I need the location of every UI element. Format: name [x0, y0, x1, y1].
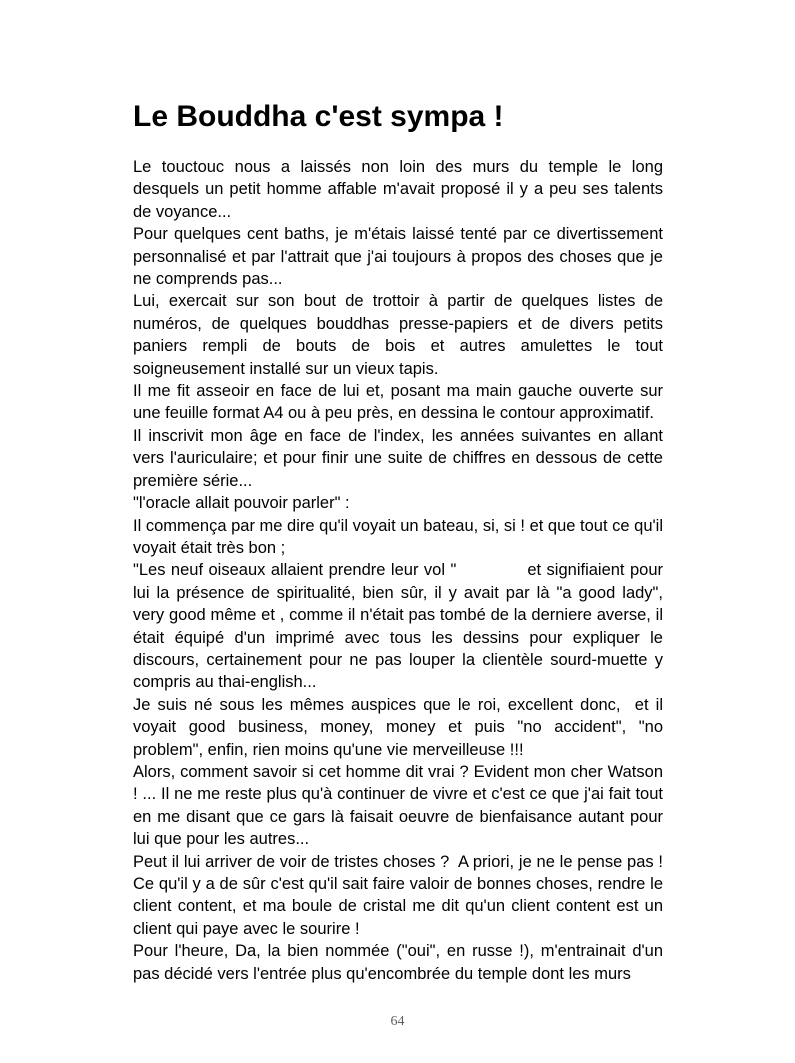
- paragraph: Il me fit asseoir en face de lui et, posant ma main gauche ouverte sur une feuille format A4 ou à peu près, en dessina le contour approximatif.: [133, 382, 663, 423]
- document-body: [133, 156, 663, 985]
- paragraph: Pour quelques cent baths, je m'étais laissé tenté par ce divertissement personnalisé et par l'attrait que j'ai toujours à propos des choses que je ne comprends pas...: [133, 225, 663, 289]
- paragraph: "l'oracle allait pouvoir parler" :: [133, 494, 350, 513]
- page-number: 64: [390, 1014, 405, 1029]
- paragraph: Lui, exercait sur son bout de trottoir à partir de quelques listes de numéros, de quelques bouddhas presse-papiers et de divers petits paniers rempli de bouts de bois et autres amulettes le tout soigneusement installé sur un vieux tapis.: [133, 292, 663, 378]
- paragraph: "Les neuf oiseaux allaient prendre leur vol " et signifiaient pour lui la présence de spiritualité, bien sûr, il y avait par là "a good lady", very good même et , comme il n'était pas tombé de la derniere averse, il était équipé d'un imprimé avec tous les dessins pour expliquer le discours, certainement pour ne pas louper la clientèle sourd-muette y compris au thai-english...: [133, 561, 663, 692]
- paragraph: Peut il lui arriver de voir de tristes choses ? A priori, je ne le pense pas ! Ce qu'il y a de sûr c'est qu'il sait faire valoir de bonnes choses, rendre le client content, et ma boule de cristal me dit qu'un client content est un client qui paye avec le sourire !: [133, 852, 663, 938]
- paragraph: Alors, comment savoir si cet homme dit vrai ? Evident mon cher Watson ! ... Il ne me reste plus qu'à continuer de vivre et c'est ce que j'ai fait tout en me disant que ce gars là faisait oeuvre de bienfaisance autant pour lui que pour les autres...: [133, 762, 663, 849]
- paragraph: Pour l'heure, Da, la bien nommée ("oui", en russe !), m'entrainait d'un pas décidé vers l'entrée plus qu'encombrée du temple dont les murs: [133, 942, 663, 983]
- paragraph: Je suis né sous les mêmes auspices que le roi, excellent donc, et il voyait good business, money, money et puis "no accident", "no problem", enfin, rien moins qu'une vie merveilleuse !!!: [133, 695, 663, 759]
- page-title: Le Bouddha c'est sympa !: [133, 100, 504, 133]
- paragraph: Le touctouc nous a laissés non loin des murs du temple le long desquels un petit homme affable m'avait proposé il y a peu ses talents de voyance...: [133, 158, 663, 221]
- paragraph: Il inscrivit mon âge en face de l'index, les années suivantes en allant vers l'auriculaire; et pour finir une suite de chiffres en dessous de cette première série...: [133, 426, 663, 490]
- paragraph: Il commença par me dire qu'il voyait un bateau, si, si ! et que tout ce qu'il voyait était très bon ;: [133, 516, 663, 557]
